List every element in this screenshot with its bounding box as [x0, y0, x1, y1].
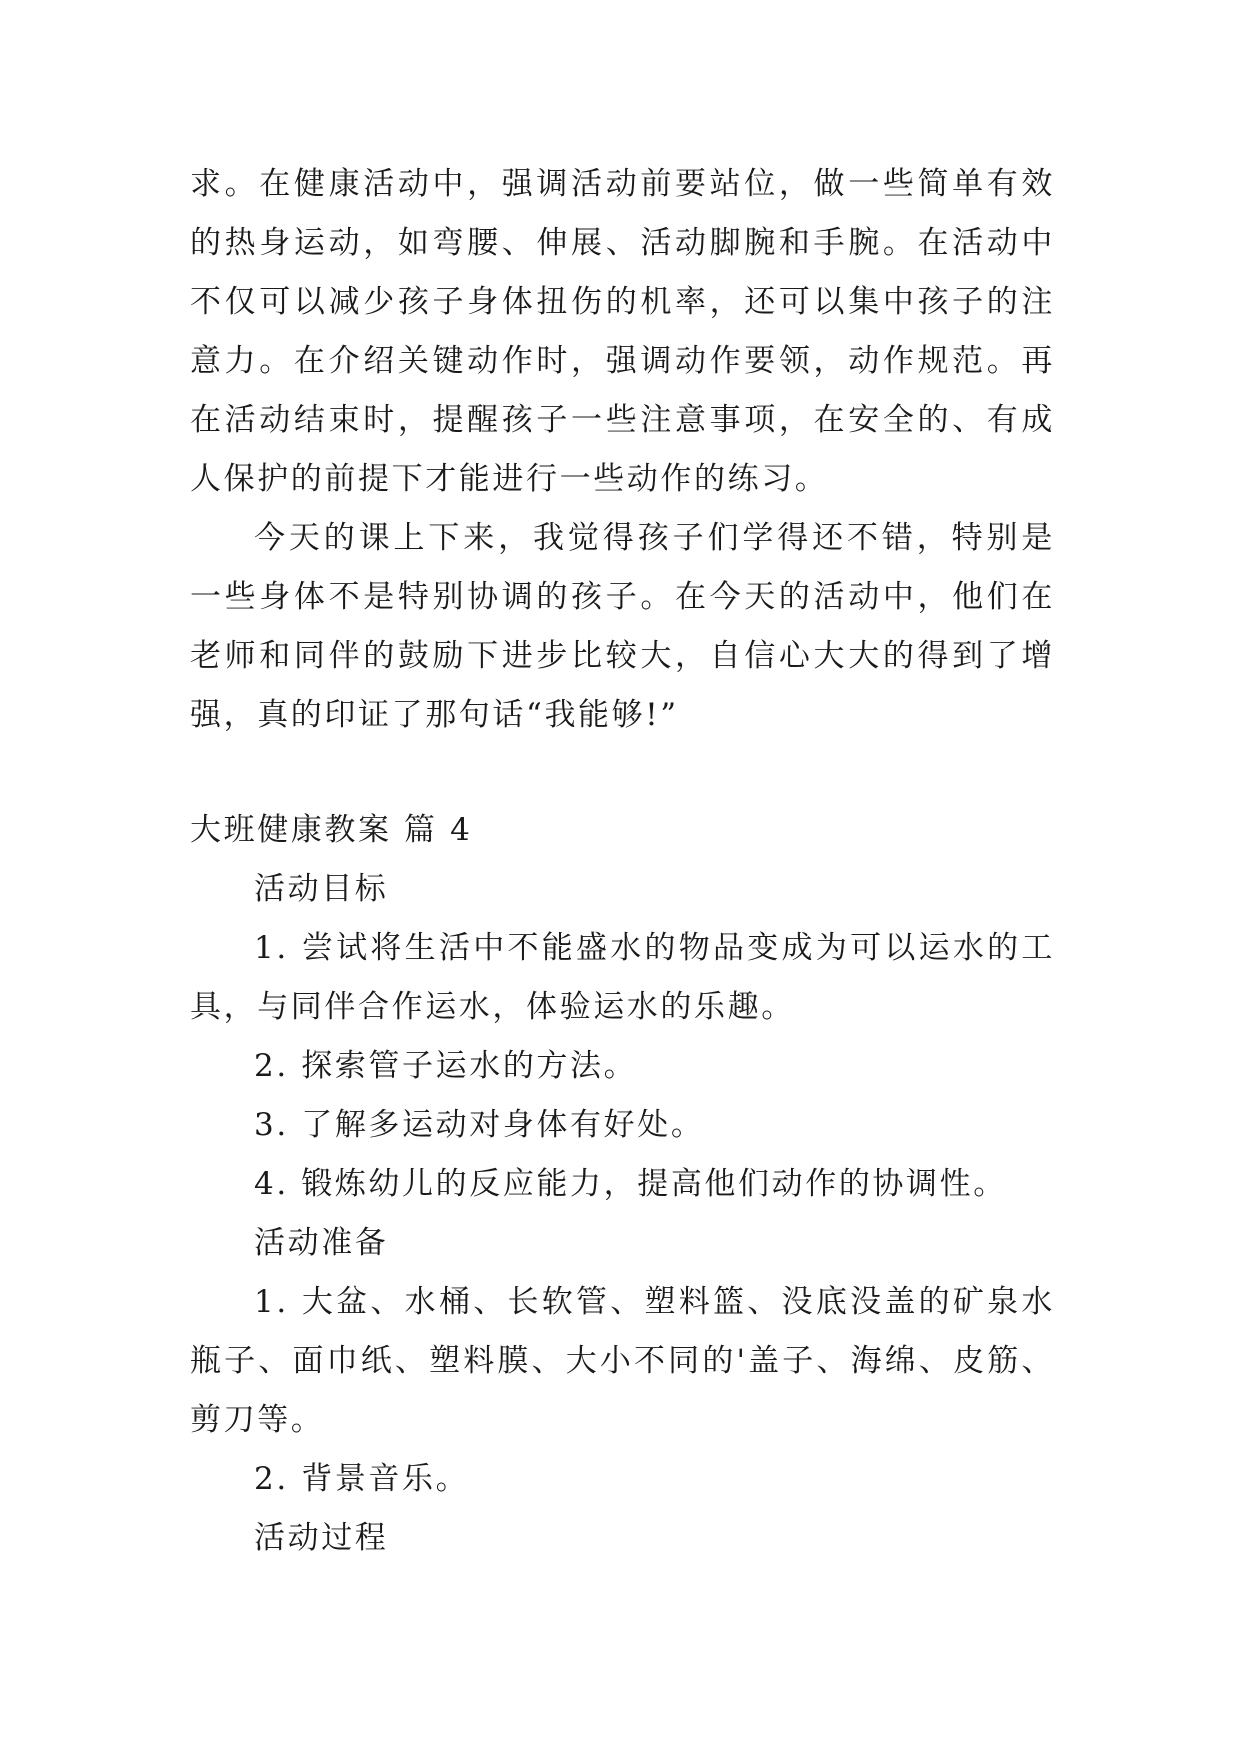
section-title: 大班健康教案 篇 4: [190, 812, 473, 848]
objectives-heading: 活动目标: [254, 871, 389, 907]
objective-item: 4. 锻炼幼儿的反应能力，提高他们动作的协调性。: [254, 1166, 1007, 1202]
preparation-item: 2. 背景音乐。: [254, 1461, 470, 1497]
preparation-item: 1. 大盆、水桶、长软管、塑料篮、没底没盖的矿泉水瓶子、面巾纸、塑料膜、大小不同的'盖子、海绵、皮筋、剪刀等。: [190, 1284, 1055, 1438]
objective-item: 2. 探索管子运水的方法。: [254, 1048, 638, 1084]
section-gap: [190, 745, 1055, 801]
preparation-heading: 活动准备: [254, 1225, 389, 1261]
document-body: [190, 155, 1055, 1568]
process-heading: 活动过程: [254, 1520, 389, 1556]
objective-item: 3. 了解多运动对身体有好处。: [254, 1107, 705, 1143]
objective-item: 1. 尝试将生活中不能盛水的物品变成为可以运水的工具，与同伴合作运水，体验运水的乐趣。: [190, 930, 1055, 1025]
paragraph-reflection: 今天的课上下来，我觉得孩子们学得还不错，特别是一些身体不是特别协调的孩子。在今天的活动中，他们在老师和同伴的鼓励下进步比较大，自信心大大的得到了增强，真的印证了那句话“我能够!”: [190, 520, 1055, 733]
paragraph-safety-continuation: 求。在健康活动中，强调活动前要站位，做一些简单有效的热身运动，如弯腰、伸展、活动脚腕和手腕。在活动中不仅可以减少孩子身体扭伤的机率，还可以集中孩子的注意力。在介绍关键动作时，强调动作要领，动作规范。再在活动结束时，提醒孩子一些注意事项，在安全的、有成人保护的前提下才能进行一些动作的练习。: [190, 166, 1055, 497]
